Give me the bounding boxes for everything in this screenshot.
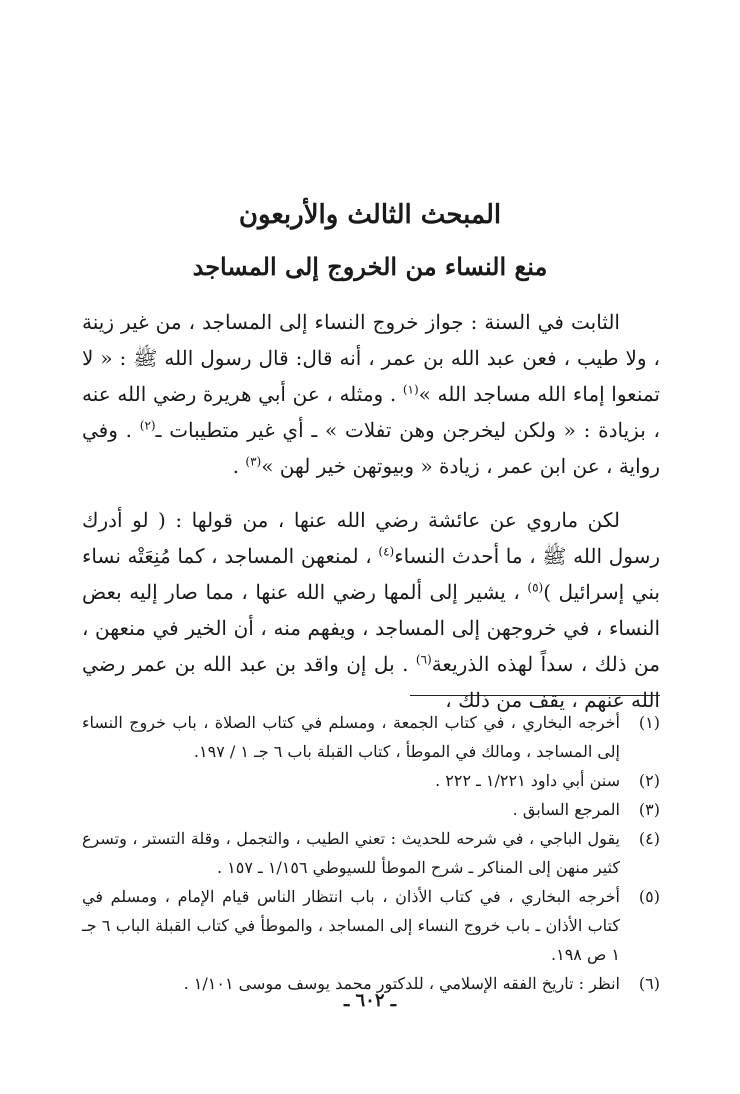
footnote-number: (٣) (638, 800, 660, 819)
footnote-ref-4: (٤) (378, 544, 395, 559)
paragraph-2-text (82, 502, 660, 718)
chapter-title: المبحث الثالث والأربعون (238, 200, 502, 230)
footnotes (82, 708, 660, 998)
footnote-item (82, 824, 660, 882)
footnote-ref-2: (٢) (139, 418, 156, 433)
footnote-ref-6: (٦) (415, 652, 432, 667)
page-number: ـ ٦٠٢ ـ (343, 990, 397, 1011)
footnote-number: (٢) (638, 771, 660, 790)
footnote-text: أخرجه البخاري ، في كتاب الأذان ، باب انتظار الناس قيام الإمام ، ومسلم في كتاب الأذان ـ باب خروج النساء إلى المساجد ، والموطأ في كتاب القبلة الباب ٦ جـ ١ ص ١٩٨. (82, 887, 621, 964)
footnote-text: أخرجه البخاري ، في كتاب الجمعة ، ومسلم في كتاب الصلاة ، باب خروج النساء إلى المساجد ، ومالك في الموطأ ، كتاب القبلة باب ٦ جـ ١ / ١٩٧. (82, 713, 620, 761)
footnote-ref-5: (٥) (527, 580, 544, 595)
paragraph-1-segment-4: . (232, 454, 246, 478)
paragraph-1-segment-3: . وفي رواية ، عن ابن عمر ، زيادة « وبيوتهن خير لهن » (82, 418, 660, 478)
footnote-text: يقول الباجي ، في شرحه للحديث : تعني الطيب ، والتجمل ، وقلة التستر ، وتسرع كثير منهن إلى المناكر ـ شرح الموطأ للسيوطي ١/١٥٦ ـ ١٥٧ . (82, 829, 620, 877)
footnote-item (82, 882, 660, 969)
footnote-item (82, 708, 660, 766)
footnote-number: (٥) (638, 887, 660, 906)
footnote-item (82, 766, 660, 795)
paragraph-1-segment-1: الثابت في السنة : جواز خروج النساء إلى المساجد ، من غير زينة ، ولا طيب ، فعن عبد الله بن عمر ، أنه قال: قال رسول الله ﷺ : « لا تمنعوا إماء الله مساجد الله » (82, 310, 660, 406)
paragraph-2-segment-3: ، يشير إلى ألمها رضي الله عنها ، مما صار إليه بعض النساء ، في خروجهن إلى المساجد ، ويفهم منه ، أن الخير في منعهن ، من ذلك ، سداً لهذه الذريعة (82, 580, 660, 676)
paragraph-1-segment-2: . ومثله ، عن أبي هريرة رضي الله عنه ، بزيادة : « ولكن ليخرجن وهن تفلات » ـ أي غير متطيبات ـ (82, 382, 660, 442)
paragraph-2-segment-4: . بل إن واقد بن عبد الله بن عمر رضي الله عنهم ، يقف من ذلك ، (82, 652, 660, 712)
paragraph-1-text (82, 304, 660, 484)
paragraph-2-segment-2: ، لمنعهن المساجد ، كما مُنِعَتْه نساء بني إسرائيل ) (82, 544, 660, 604)
chapter-subtitle: منع النساء من الخروج إلى المساجد (192, 252, 548, 281)
footnote-text: المرجع السابق . (512, 800, 620, 819)
footnote-number: (٦) (638, 974, 660, 993)
paragraph-2 (82, 502, 660, 718)
paragraph-1 (82, 304, 660, 484)
footnote-number: (٤) (638, 829, 660, 848)
footnote-text: سنن أبي داود ١/٢٢١ ـ ٢٢٢ . (435, 771, 620, 790)
footnote-ref-3: (٣) (245, 454, 262, 469)
footnote-text: انظر : تاريخ الفقه الإسلامي ، للدكتور محمد يوسف موسى ١/١٠١ . (183, 974, 620, 993)
footnote-ref-1: (١) (402, 382, 419, 397)
footnote-divider (410, 695, 660, 696)
paragraph-2-segment-1: لكن ماروي عن عائشة رضي الله عنها ، من قولها : ( لو أدرك رسول الله ﷺ ، ما أحدث النساء (82, 508, 660, 568)
footnote-item (82, 795, 660, 824)
footnote-number: (١) (638, 713, 660, 732)
